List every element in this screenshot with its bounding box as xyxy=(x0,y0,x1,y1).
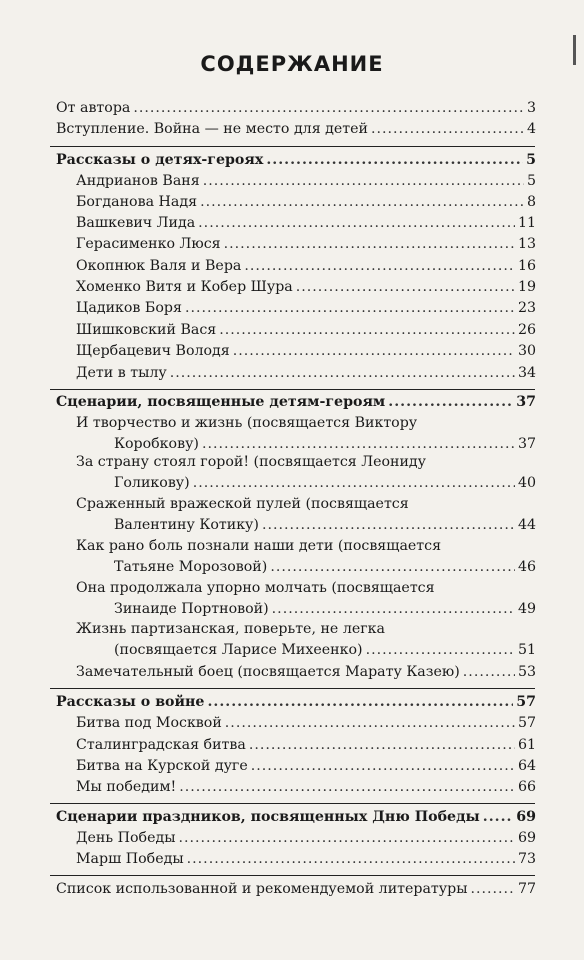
toc-entry-title-continued: (посвящается Ларисе Михеенко) xyxy=(114,642,363,658)
toc-entry-title: День Победы xyxy=(76,830,176,846)
section-divider xyxy=(50,688,535,689)
toc-entry-title: Как рано боль познали наши дети (посвящается xyxy=(76,538,442,554)
toc-page-number: 16 xyxy=(517,258,536,274)
toc-page-number: 66 xyxy=(517,779,536,795)
toc-leader-dots xyxy=(170,363,515,384)
toc-leader-dots xyxy=(187,849,515,870)
toc-page-number: 77 xyxy=(517,881,536,897)
toc-entry-title: Рассказы о детях-героях xyxy=(56,152,264,168)
toc-entry-title: Жизнь партизанская, поверьте, не легка xyxy=(76,621,386,637)
toc-leader-dots xyxy=(270,557,515,578)
toc-page-number: 37 xyxy=(516,394,536,410)
toc-leader-dots xyxy=(366,640,515,661)
toc-entry-title: Шишковский Вася xyxy=(76,322,217,338)
toc-entry-title-continued: Татьяне Морозовой) xyxy=(114,559,268,575)
toc-entry-title: Замечательный боец (посвящается Марату Казею) xyxy=(76,664,460,680)
toc-entry-title: Вступление. Война — не место для детей xyxy=(56,121,368,137)
toc-page-number: 5 xyxy=(526,173,536,189)
toc-entry-title: Битва на Курской дуге xyxy=(76,758,248,774)
toc-page-number: 46 xyxy=(517,559,536,575)
toc-page-number: 61 xyxy=(517,737,536,753)
toc-leader-dots xyxy=(244,256,515,277)
toc-entry-title: Дети в тылу xyxy=(76,365,167,381)
toc-leader-dots xyxy=(471,879,515,900)
toc-leader-dots xyxy=(225,713,515,734)
toc-page-number: 69 xyxy=(517,830,536,846)
toc-entry-title: Окопнюк Валя и Вера xyxy=(76,258,242,274)
toc-entry-title: За страну стоял горой! (посвящается Леониду xyxy=(76,454,427,470)
toc-page-number: 34 xyxy=(517,365,536,381)
toc-page-number: 64 xyxy=(517,758,536,774)
toc-entry-title: И творчество и жизнь (посвящается Виктору xyxy=(76,415,418,431)
toc-page-number: 8 xyxy=(526,194,536,210)
toc-page-number: 51 xyxy=(517,642,536,658)
toc-page-number: 19 xyxy=(517,279,536,295)
toc-leader-dots xyxy=(200,192,524,213)
toc-entry-title: Герасименко Люся xyxy=(76,236,221,252)
toc-page-number: 3 xyxy=(526,100,536,116)
toc-entry-title: Богданова Надя xyxy=(76,194,198,210)
toc-page-number: 13 xyxy=(517,236,536,252)
toc-page-number: 40 xyxy=(517,475,536,491)
toc-entry-title: Рассказы о войне xyxy=(56,694,205,710)
toc-page-number: 26 xyxy=(517,322,536,338)
toc-entry-title: От автора xyxy=(56,100,131,116)
toc-leader-dots xyxy=(266,150,523,171)
toc-entry-title-continued: Голикову) xyxy=(114,475,190,491)
section-divider xyxy=(50,803,535,804)
toc-entry-title: Хоменко Витя и Кобер Шура xyxy=(76,279,293,295)
toc-page-number: 11 xyxy=(517,215,536,231)
toc-leader-dots xyxy=(224,234,515,255)
page-title: СОДЕРЖАНИЕ xyxy=(200,52,384,76)
toc-page-number: 4 xyxy=(526,121,536,137)
toc-leader-dots xyxy=(203,171,524,192)
toc-page-number: 37 xyxy=(517,436,536,452)
toc-leader-dots xyxy=(193,473,515,494)
toc-page-number: 23 xyxy=(517,300,536,316)
toc-leader-dots xyxy=(371,119,524,140)
toc-page-number: 73 xyxy=(517,851,536,867)
toc-leader-dots xyxy=(133,98,524,119)
toc-entry-title-continued: Валентину Котику) xyxy=(114,517,259,533)
toc-leader-dots xyxy=(463,662,515,683)
toc-entry-title: Сраженный вражеской пулей (посвящается xyxy=(76,496,409,512)
toc-entry-title: Андрианов Ваня xyxy=(76,173,200,189)
toc-leader-dots xyxy=(179,828,515,849)
toc-leader-dots xyxy=(296,277,515,298)
toc-leader-dots xyxy=(207,692,513,713)
toc-page-number: 49 xyxy=(517,601,536,617)
toc-leader-dots xyxy=(179,777,515,798)
section-divider xyxy=(50,389,535,390)
toc-entry-title: Она продолжала упорно молчать (посвящается xyxy=(76,580,435,596)
toc-page-number: 57 xyxy=(517,715,536,731)
toc-entry-title: Вашкевич Лида xyxy=(76,215,196,231)
toc-leader-dots xyxy=(219,320,515,341)
toc-page-number: 53 xyxy=(517,664,536,680)
toc-leader-dots xyxy=(185,298,515,319)
toc-page-number: 44 xyxy=(517,517,536,533)
toc-entry-title-continued: Зинаиде Портновой) xyxy=(114,601,269,617)
toc-entry-title-continued: Коробкову) xyxy=(114,436,199,452)
toc-page-number: 5 xyxy=(526,152,536,168)
toc-entry-title: Марш Победы xyxy=(76,851,184,867)
toc-page-number: 30 xyxy=(517,343,536,359)
toc-page-number: 69 xyxy=(516,809,536,825)
toc-leader-dots xyxy=(388,392,513,413)
toc-entry-title: Сталинградская битва xyxy=(76,737,246,753)
toc-leader-dots xyxy=(233,341,515,362)
section-divider xyxy=(50,146,535,147)
toc-entry-title: Цадиков Боря xyxy=(76,300,182,316)
toc-leader-dots xyxy=(483,807,514,828)
toc-entry-title: Щербацевич Володя xyxy=(76,343,230,359)
toc-entry-title: Битва под Москвой xyxy=(76,715,222,731)
section-divider xyxy=(50,875,535,876)
toc-entry-title: Сценарии, посвященные детям-героям xyxy=(56,394,386,410)
toc-page-number: 57 xyxy=(516,694,536,710)
toc-leader-dots xyxy=(198,213,515,234)
toc-leader-dots xyxy=(251,756,515,777)
toc-leader-dots xyxy=(262,515,515,536)
toc-entry-title: Список использованной и рекомендуемой литературы xyxy=(56,881,468,897)
toc-entry-title: Мы победим! xyxy=(76,779,177,795)
toc-leader-dots xyxy=(249,735,515,756)
toc-entry-title: Сценарии праздников, посвященных Дню Победы xyxy=(56,809,480,825)
toc-leader-dots xyxy=(272,599,515,620)
